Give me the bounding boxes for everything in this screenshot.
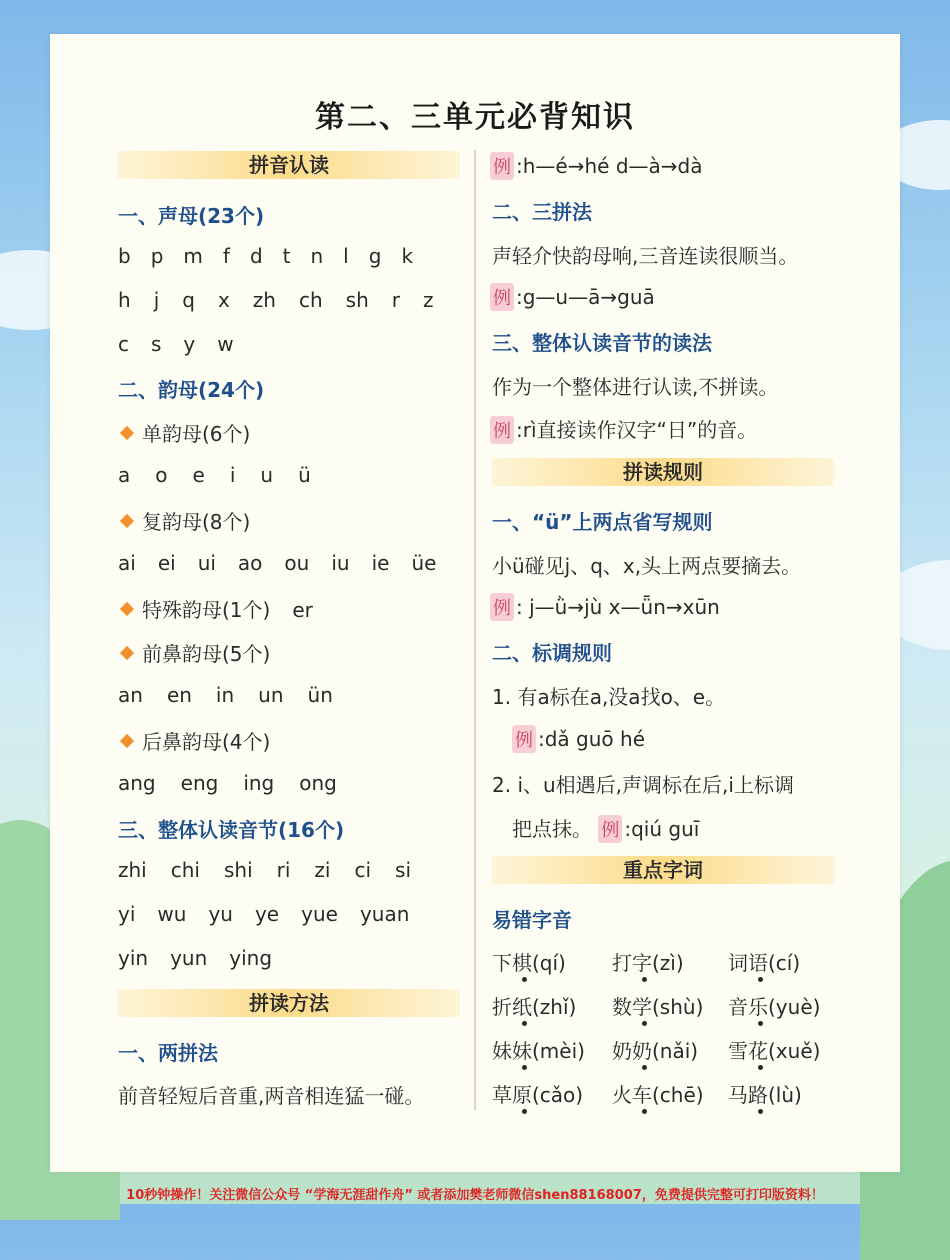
fu-yunmu-row (118, 551, 436, 575)
pinyin-token: l (343, 244, 349, 268)
pinyin-token: n (310, 244, 324, 268)
pinyin-token: in (215, 683, 235, 707)
word-item: 马路(lù) (728, 1083, 802, 1107)
example-3: 例 :rì直接读作汉字“日”的音。 (490, 414, 757, 444)
pinyin-token: h (118, 288, 131, 312)
pinyin-token: j (153, 288, 160, 312)
pinyin-token: üe (411, 551, 437, 575)
pinyin-token: wu (157, 902, 187, 926)
pinyin-token: w (217, 332, 234, 356)
pinyin-token: m (183, 244, 203, 268)
pinyin-token: yuan (359, 902, 410, 926)
pinyin-token: p (150, 244, 164, 268)
pinyin-token: eng (180, 771, 219, 795)
pinyin-token: ü (298, 463, 311, 487)
tone-rule-2: 2. i、u相遇后,声调标在后,i上标调 (492, 773, 794, 797)
hou-yunmu-row (118, 771, 337, 795)
word-item: 打字(zì) (612, 951, 684, 975)
te-yunmu-value: er (292, 598, 313, 622)
example-tag: 例 (490, 283, 514, 311)
pinyin-token: x (217, 288, 230, 312)
diamond-bullet-icon (120, 602, 134, 616)
emphasis-dot (642, 977, 647, 982)
subheading-hou-yunmu: 后鼻韵母(4个) (122, 726, 270, 755)
pinyin-token: un (258, 683, 284, 707)
heading-yunmu: 二、韵母(24个) (118, 378, 265, 402)
pinyin-token: zi (314, 858, 331, 882)
emphasis-dot (522, 977, 527, 982)
heading-liangpin: 一、两拼法 (118, 1041, 218, 1065)
emphasis-dot (642, 1021, 647, 1026)
pinyin-token: b (118, 244, 131, 268)
example-tag: 例 (490, 593, 514, 621)
example-1: 例 :h—é→hé d—à→dà (490, 152, 702, 180)
pinyin-token: o (155, 463, 168, 487)
word-item: 雪花(xuě) (728, 1039, 821, 1063)
pinyin-token: ch (298, 288, 323, 312)
section-bar-rules: 拼读规则 (492, 458, 834, 486)
pinyin-token: a (118, 463, 131, 487)
section-bar-pinyin: 拼音认读 (118, 151, 460, 179)
emphasis-dot (758, 1021, 763, 1026)
section-bar-keywords: 重点字词 (492, 856, 834, 884)
pinyin-token: yi (118, 902, 136, 926)
pinyin-token: ei (157, 551, 176, 575)
u-rule-text: 小ü碰见j、q、x,头上两点要摘去。 (492, 554, 802, 578)
pinyin-token: shi (223, 858, 253, 882)
tone-rule-2-cont: 把点抹。 例 :qiú guī (512, 817, 700, 841)
example-tag: 例 (512, 725, 536, 753)
emphasis-dot (758, 1065, 763, 1070)
example-5: 例 :dǎ guō hé (512, 725, 645, 753)
word-item: 奶奶(nǎi) (612, 1039, 699, 1063)
diamond-bullet-icon (120, 734, 134, 748)
pinyin-token: yun (170, 946, 208, 970)
pinyin-token: t (282, 244, 291, 268)
pinyin-token: ie (371, 551, 390, 575)
pinyin-token: zhi (118, 858, 147, 882)
heading-shengmu: 一、声母(23个) (118, 204, 265, 228)
page-title: 第二、三单元必背知识 (315, 100, 635, 135)
heading-sanpin: 二、三拼法 (492, 200, 592, 224)
heading-zhengti: 三、整体认读音节(16个) (118, 818, 345, 842)
pinyin-token: en (166, 683, 192, 707)
pinyin-token: ri (276, 858, 291, 882)
word-item: 草原(cǎo) (492, 1083, 584, 1107)
pinyin-token: f (222, 244, 230, 268)
diamond-bullet-icon (120, 646, 134, 660)
pinyin-token: y (183, 332, 196, 356)
pinyin-token: z (423, 288, 434, 312)
shengmu-row-1 (118, 244, 413, 268)
pinyin-token: ci (354, 858, 372, 882)
pinyin-token: ou (284, 551, 310, 575)
heading-tone-rule: 二、标调规则 (492, 641, 612, 665)
dan-yunmu-row (118, 463, 311, 487)
zhengti-row-1 (118, 858, 411, 882)
tone-rule-1: 1. 有a标在a,没a找o、e。 (492, 685, 726, 709)
pinyin-token: ye (254, 902, 280, 926)
heading-u-rule: 一、“ü”上两点省写规则 (492, 510, 713, 534)
subheading-qian-yunmu: 前鼻韵母(5个) (122, 638, 270, 667)
word-item: 妹妹(mèi) (492, 1039, 585, 1063)
pinyin-token: ing (243, 771, 275, 795)
pinyin-token: zh (252, 288, 276, 312)
diamond-bullet-icon (120, 514, 134, 528)
emphasis-dot (522, 1021, 527, 1026)
pinyin-token: ui (197, 551, 216, 575)
example-2: 例 :g—u—ā→guā (490, 283, 655, 311)
section-bar-method: 拼读方法 (118, 989, 460, 1017)
column-divider (474, 150, 476, 1110)
pinyin-token: si (395, 858, 412, 882)
subheading-dan-yunmu: 单韵母(6个) (122, 418, 250, 447)
pinyin-token: c (118, 332, 129, 356)
pinyin-token: ao (237, 551, 263, 575)
zhengti-read-text: 作为一个整体进行认读,不拼读。 (492, 375, 779, 399)
example-tag: 例 (598, 815, 622, 843)
pinyin-token: ang (118, 771, 156, 795)
shengmu-row-2 (118, 288, 434, 312)
pinyin-token: yu (208, 902, 233, 926)
word-item: 折纸(zhǐ) (492, 995, 577, 1019)
example-tag: 例 (490, 152, 514, 180)
zhengti-row-3 (118, 946, 272, 970)
zhengti-row-2 (118, 902, 409, 926)
pinyin-token: g (368, 244, 382, 268)
diamond-bullet-icon (120, 426, 134, 440)
heading-zhengti-read: 三、整体认读音节的读法 (492, 331, 712, 355)
pinyin-token: u (260, 463, 274, 487)
pinyin-token: ying (229, 946, 273, 970)
word-item: 音乐(yuè) (728, 995, 821, 1019)
pinyin-token: s (151, 332, 162, 356)
pinyin-token: ong (299, 771, 337, 795)
emphasis-dot (642, 1065, 647, 1070)
footer-notice: 10秒钟操作！关注微信公众号 “学海无涯甜作舟” 或者添加樊老师微信shen88168007，免费提供完整可打印版资料！ (126, 1188, 824, 1203)
subheading-te-yunmu: 特殊韵母(1个) er (122, 594, 313, 623)
example-tag: 例 (490, 416, 514, 444)
word-item: 下棋(qí) (492, 951, 566, 975)
pinyin-token: iu (331, 551, 350, 575)
subheading-fu-yunmu: 复韵母(8个) (122, 506, 250, 535)
shengmu-row-3 (118, 332, 234, 356)
pinyin-token: sh (345, 288, 369, 312)
pinyin-token: k (401, 244, 414, 268)
pinyin-token: an (118, 683, 143, 707)
heading-error-prone: 易错字音 (492, 908, 572, 932)
pinyin-token: e (192, 463, 205, 487)
pinyin-token: yue (301, 902, 338, 926)
qian-yunmu-row (118, 683, 333, 707)
pinyin-token: r (391, 288, 400, 312)
pinyin-token: yin (118, 946, 149, 970)
pinyin-token: ai (118, 551, 136, 575)
emphasis-dot (522, 1109, 527, 1114)
pinyin-token: q (182, 288, 195, 312)
emphasis-dot (758, 1109, 763, 1114)
word-item: 词语(cí) (728, 951, 801, 975)
pinyin-token: d (249, 244, 263, 268)
pinyin-token: chi (170, 858, 200, 882)
word-item: 火车(chē) (612, 1083, 704, 1107)
emphasis-dot (642, 1109, 647, 1114)
example-4: 例 : j—ǜ→jù x—ǖn→xūn (490, 593, 720, 621)
emphasis-dot (522, 1065, 527, 1070)
liangpin-text: 前音轻短后音重,两音相连猛一碰。 (118, 1084, 425, 1108)
emphasis-dot (758, 977, 763, 982)
pinyin-token: ün (307, 683, 333, 707)
sanpin-text: 声轻介快韵母响,三音连读很顺当。 (492, 244, 799, 268)
pinyin-token: i (229, 463, 236, 487)
word-item: 数学(shù) (612, 995, 704, 1019)
